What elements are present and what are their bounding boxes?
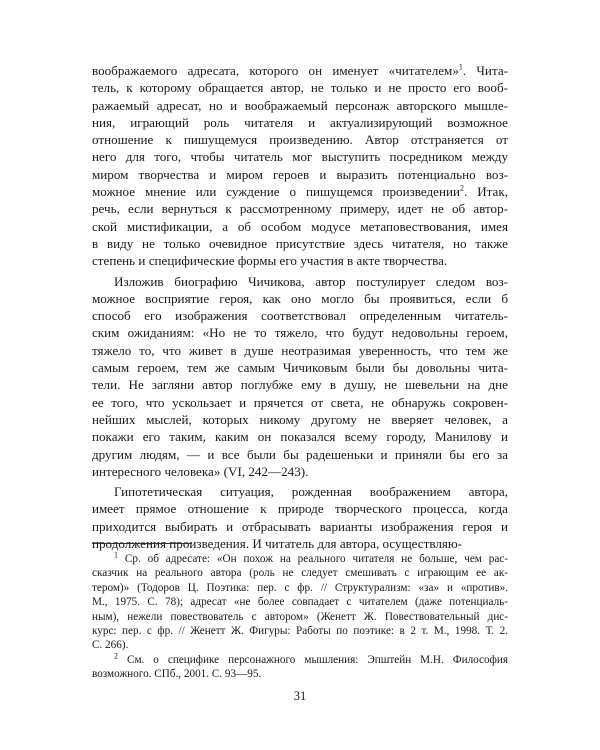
text-line: Изложив биографию Чичикова, автор постулирует следом воз- (114, 273, 508, 289)
text-line: в виду не только очевидное присутствие здесь читателя, но также (92, 235, 508, 251)
footnote-line: возможного. СПб., 2001. С. 93—95. (92, 668, 262, 681)
text-line: продолжения произведения. И читатель для автора, осуществляю- (92, 536, 463, 552)
text-line: самым героем, тем же самым Чичиковым были бы довольны чита- (92, 360, 508, 376)
text-line: Гипотетическая ситуация, рожденная воображением автора, (114, 484, 508, 500)
text-line: ским ожиданиям: «Но не то тяжело, что будут недовольны героем, (92, 325, 508, 341)
text-line: покажи его таким, каким он показался всему городу, Манилову и (92, 429, 508, 445)
footnote-separator (92, 543, 192, 544)
text-line: можное мнение или суждение о пишущемся произведении$^2$. Итак, (92, 183, 508, 200)
text-line: ражаемый адресат, но и воображаемый персонаж авторского мышле- (92, 97, 508, 113)
footnote-line: М., 1975. С. 78); адресат «не более совпадает с читателем (даже потенциаль- (92, 596, 508, 609)
footnote-line: курс: пер. с фр. // Женетт Ж. Фигуры: Работы по поэтике: в 2 т. М., 1998. Т. 2. (92, 624, 508, 637)
footnote-line: $^1$ Ср. об адресате: «Он похож на реального читателя не больше, чем рас- (114, 550, 508, 565)
footnote-line: $^2$ См. о специфике персонажного мышления: Эпштейн М.Н. Философия (114, 651, 508, 666)
text-line: тели. Не загляни автор поглубже ему в душу, не шевельни на дне (92, 377, 508, 393)
text-line: приходится выбирать и отбрасывать варианты изображения героя и (92, 518, 508, 534)
text-line: другим людям, — и все были бы радешеньки и приняли бы его за (92, 446, 508, 462)
text-line: него для того, чтобы читатель мог выступить посредником между (92, 149, 508, 165)
text-line: отношение к пишущемуся произведению. Автор отстраняется от (92, 132, 508, 148)
footnote-line: ным), нежели повествователь с автором» (Женетт Ж. Повествовательный дис- (92, 610, 508, 623)
text-line: ее того, что ускользает и прячется от света, не обнаружь сокровен- (92, 394, 508, 410)
text-line: ния, играющий роль читателя и актуализирующий возможное (92, 114, 508, 130)
footnote-line: тером)» (Тодоров Ц. Поэтика: пер. с фр. // Структурализм: «за» и «против». (92, 581, 508, 594)
main-text (92, 62, 508, 552)
text-line: способ его изображения соответствовал определенным читатель- (92, 308, 508, 324)
text-line: тяжело то, что живет в душе неотразимая уверенность, что тем же (92, 342, 508, 358)
text-line: интересного человека» (VI, 242—243). (92, 463, 309, 479)
text-line: степень и специфические формы его участия в акте творчества. (92, 253, 448, 269)
footnote-line: С. 266). (92, 639, 129, 652)
page-number: 31 (293, 689, 307, 703)
footnote-line: сказчик на реального автора (роль не следует смешивать с играющим ее ак- (92, 567, 508, 580)
text-line: нейших мыслей, которых никому другому не вверяет человек, а (92, 411, 508, 427)
footnotes (92, 552, 508, 682)
text-line: воображаемого адресата, которого он именует «читателем»$^1$. Чита- (92, 62, 508, 78)
text-line: ской мистификации, а об особом модусе метаповествования, имея (92, 218, 508, 234)
text-line: миром творчества и миром героев и выразить потенциально воз- (92, 166, 508, 182)
text-line: речь, если вернуться к рассмотренному примеру, идет не об автор- (92, 201, 508, 217)
text-line: тель, к которому обращается автор, не только и не просто его вооб- (92, 80, 508, 96)
text-line: имеет прямое отношение к природе творческого процесса, когда (92, 501, 508, 517)
text-line: можное восприятие героя, как оно могло бы проявиться, если б (92, 290, 508, 306)
